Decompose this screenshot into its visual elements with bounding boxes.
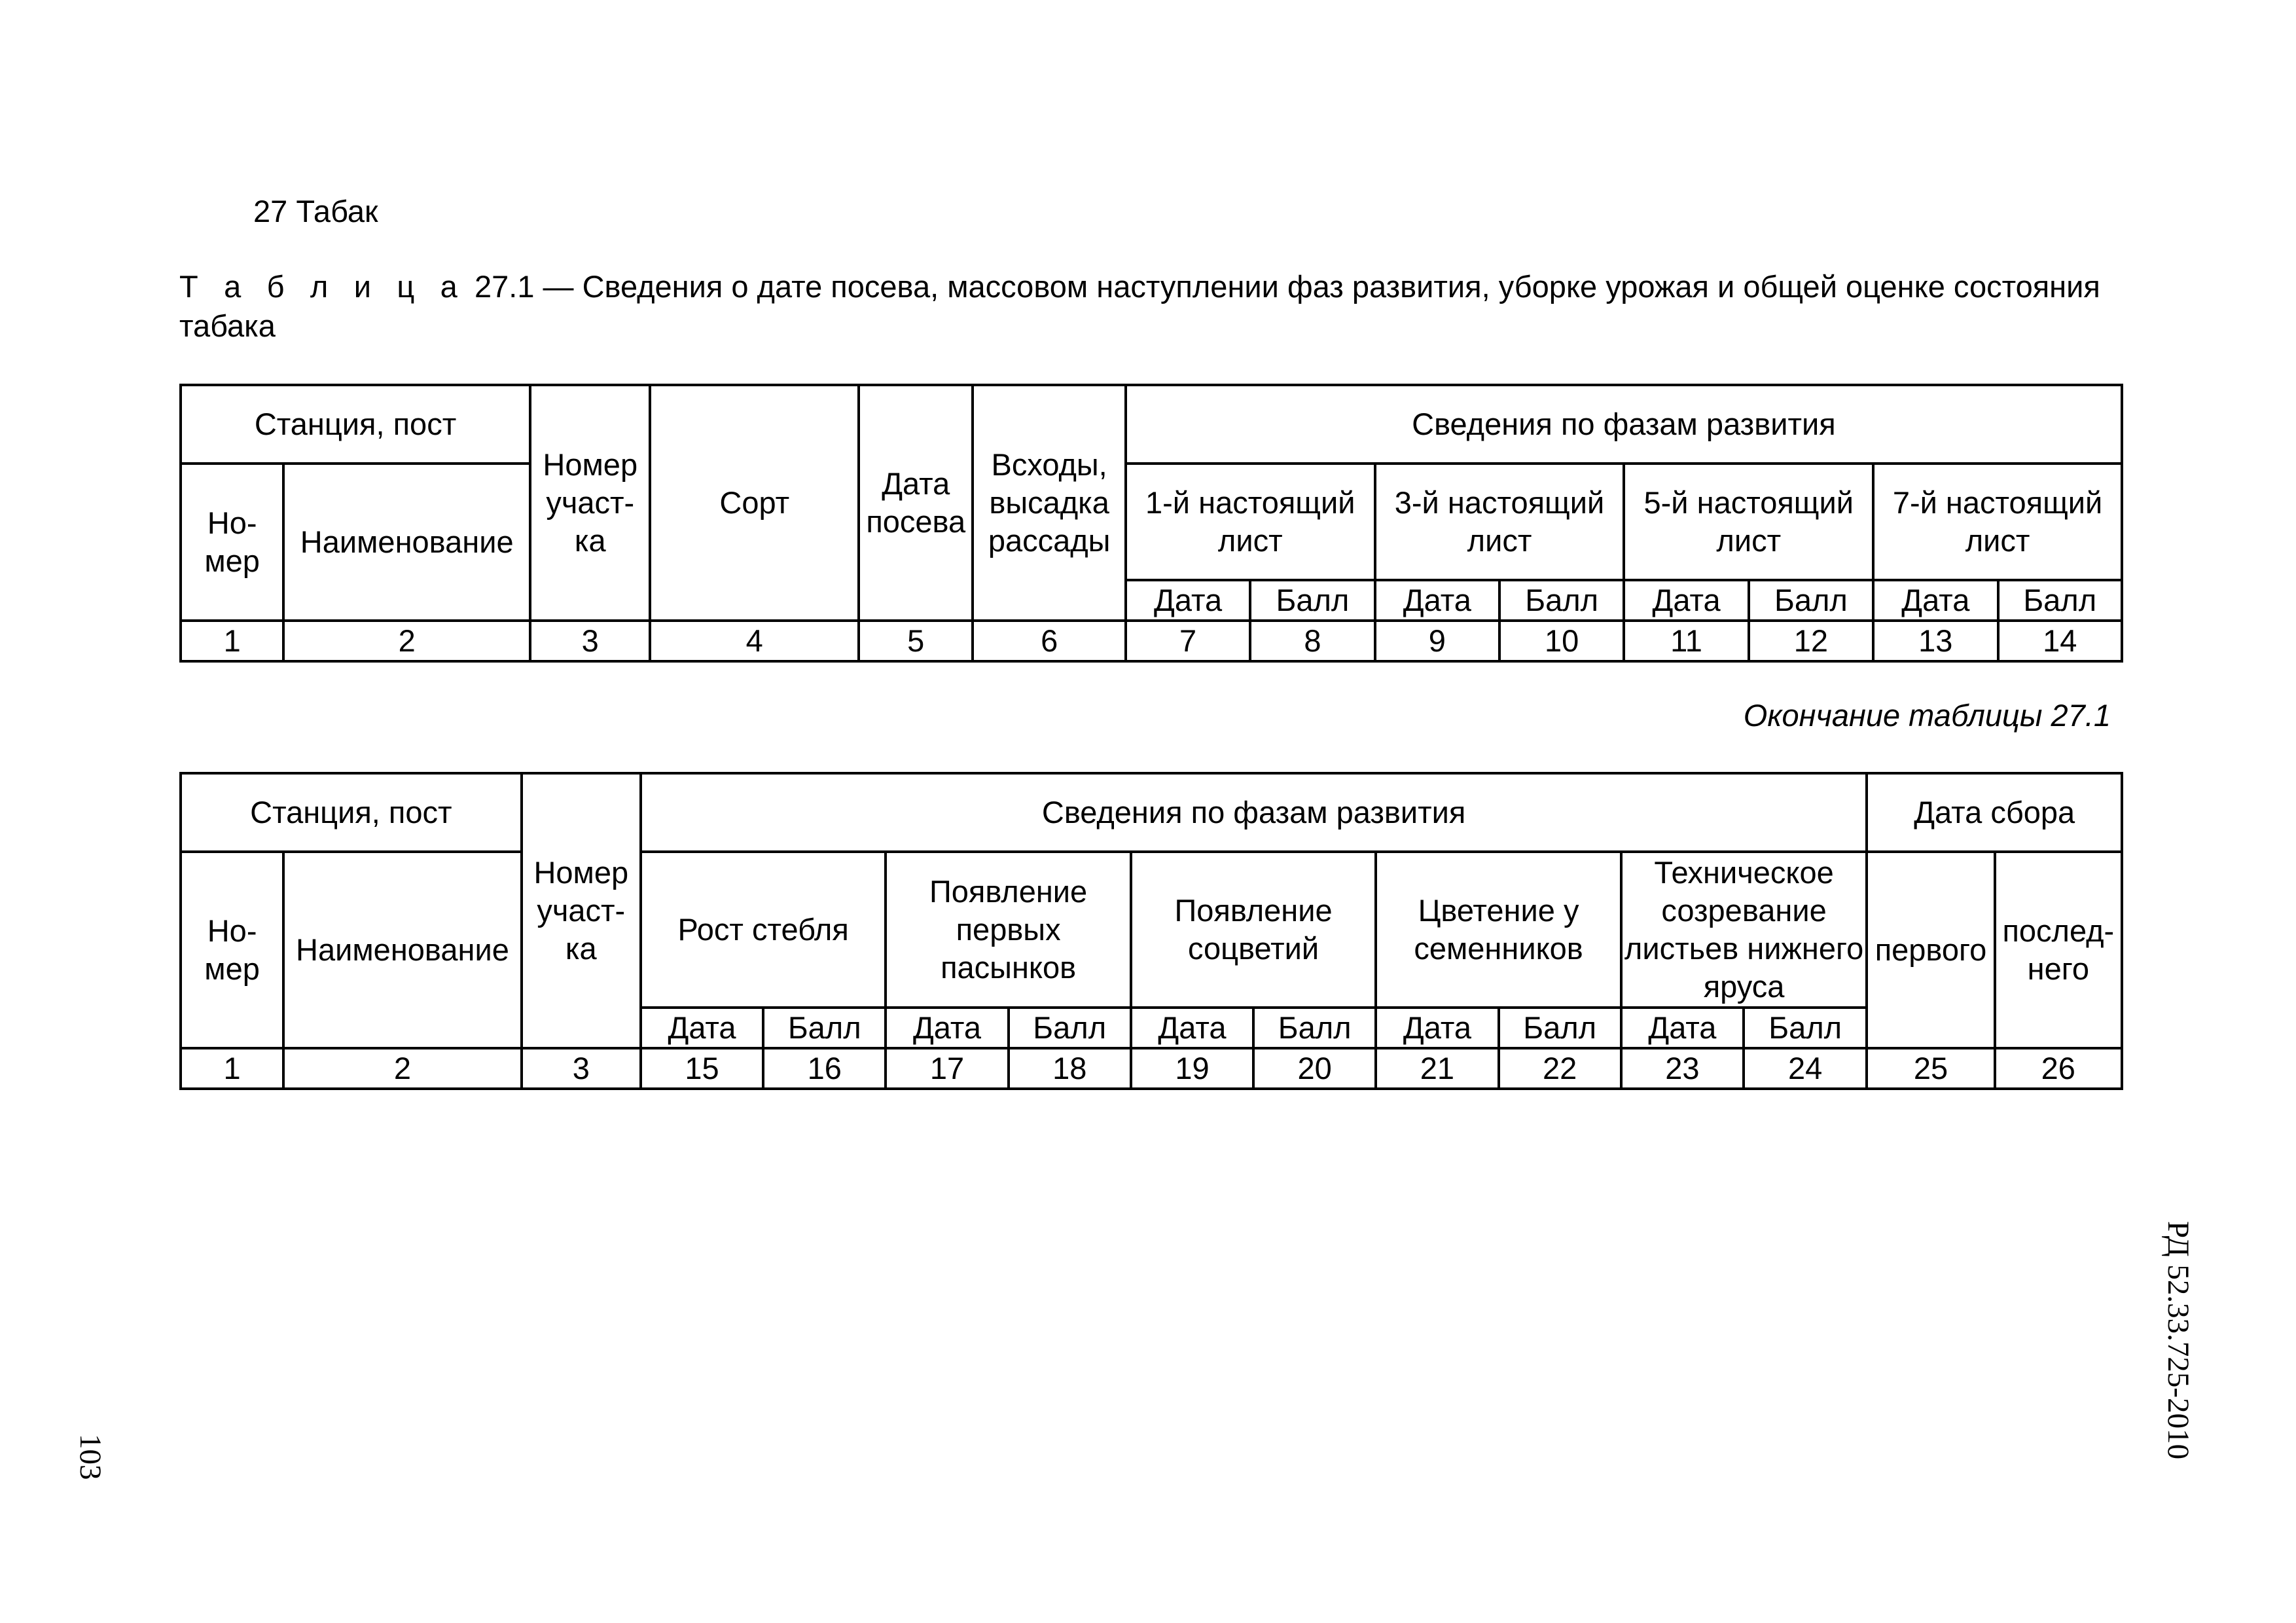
- header-score: Балл: [1250, 580, 1374, 621]
- header-number: Но-мер: [181, 464, 283, 621]
- column-number: 2: [283, 621, 530, 661]
- header-score: Балл: [1744, 1008, 1867, 1048]
- header-phase-stem-growth: Рост стебля: [641, 852, 886, 1008]
- header-date: Дата: [1376, 1008, 1498, 1048]
- header-score: Балл: [1009, 1008, 1131, 1048]
- column-number: 5: [859, 621, 973, 661]
- header-date: Дата: [886, 1008, 1008, 1048]
- table-caption: [179, 267, 2130, 346]
- header-harvest-first: первого: [1867, 852, 1994, 1048]
- column-number: 20: [1253, 1048, 1376, 1089]
- column-number: 25: [1867, 1048, 1994, 1089]
- header-phase-inflorescence: Появление соцветий: [1131, 852, 1376, 1008]
- column-number: 3: [530, 621, 650, 661]
- column-number: 26: [1995, 1048, 2122, 1089]
- header-date: Дата: [1126, 580, 1250, 621]
- column-number: 15: [641, 1048, 763, 1089]
- header-score: Балл: [1253, 1008, 1376, 1048]
- column-number: 4: [650, 621, 859, 661]
- column-number: 10: [1499, 621, 1624, 661]
- column-number: 11: [1624, 621, 1748, 661]
- header-score: Балл: [1998, 580, 2123, 621]
- column-number: 22: [1499, 1048, 1621, 1089]
- header-plot: Номер участ-ка: [530, 385, 650, 621]
- column-number: 23: [1621, 1048, 1744, 1089]
- column-number: 21: [1376, 1048, 1498, 1089]
- document-code: РД 52.33.725-2010: [2161, 1221, 2195, 1460]
- column-number: 6: [973, 621, 1125, 661]
- header-phases: Сведения по фазам развития: [1126, 385, 2122, 464]
- header-date: Дата: [1375, 580, 1499, 621]
- column-number: 1: [181, 1048, 283, 1089]
- header-phase-first-suckers: Появление первых пасынков: [886, 852, 1130, 1008]
- header-harvest-last: послед-него: [1995, 852, 2122, 1048]
- header-phase-leaf-7: 7-й настоящий лист: [1873, 464, 2122, 580]
- table-27-1: [179, 384, 2123, 663]
- header-phase-leaf-5: 5-й настоящий лист: [1624, 464, 1873, 580]
- caption-text: 27.1 — Сведения о дате посева, массовом наступлении фаз развития, уборке урожая и общей оценке состояния табака: [179, 269, 2100, 343]
- column-number: 8: [1250, 621, 1374, 661]
- header-date: Дата: [1621, 1008, 1744, 1048]
- column-number: 7: [1126, 621, 1250, 661]
- header-score: Балл: [1749, 580, 1873, 621]
- header-sprouts: Всходы, высадка рассады: [973, 385, 1125, 621]
- column-number: 16: [763, 1048, 886, 1089]
- continuation-caption: Окончание таблицы 27.1: [1743, 698, 2111, 733]
- column-number: 9: [1375, 621, 1499, 661]
- caption-label: Т а б л и ц а: [179, 269, 466, 304]
- column-number: 1: [181, 621, 283, 661]
- header-name: Наименование: [283, 852, 521, 1048]
- column-number: 18: [1009, 1048, 1131, 1089]
- column-number: 13: [1873, 621, 1998, 661]
- column-number: 19: [1131, 1048, 1253, 1089]
- header-date: Дата: [1873, 580, 1998, 621]
- table-27-1-continuation: [179, 772, 2123, 1090]
- column-number: 24: [1744, 1048, 1867, 1089]
- header-date: Дата: [1131, 1008, 1253, 1048]
- header-variety: Сорт: [650, 385, 859, 621]
- header-name: Наименование: [283, 464, 530, 621]
- header-station: Станция, пост: [181, 773, 522, 852]
- header-harvest-date: Дата сбора: [1867, 773, 2122, 852]
- header-score: Балл: [1499, 580, 1624, 621]
- column-number: 3: [522, 1048, 641, 1089]
- header-plot: Номер участ-ка: [522, 773, 641, 1048]
- page-number: 103: [73, 1434, 107, 1480]
- header-number: Но-мер: [181, 852, 283, 1048]
- header-score: Балл: [763, 1008, 886, 1048]
- header-phases: Сведения по фазам развития: [641, 773, 1867, 852]
- header-date: Дата: [641, 1008, 763, 1048]
- header-date: Дата: [1624, 580, 1748, 621]
- header-phase-seed-flowering: Цветение у семенников: [1376, 852, 1621, 1008]
- column-number: 2: [283, 1048, 521, 1089]
- header-phase-leaf-3: 3-й настоящий лист: [1375, 464, 1624, 580]
- column-number: 14: [1998, 621, 2123, 661]
- column-number: 17: [886, 1048, 1008, 1089]
- section-title: 27 Табак: [253, 194, 378, 228]
- header-station: Станция, пост: [181, 385, 530, 464]
- header-sowing-date: Дата посева: [859, 385, 973, 621]
- header-phase-leaf-1: 1-й настоящий лист: [1126, 464, 1375, 580]
- column-number: 12: [1749, 621, 1873, 661]
- header-phase-technical-ripeness: Техническое созревание листьев нижнего яруса: [1621, 852, 1867, 1008]
- header-score: Балл: [1499, 1008, 1621, 1048]
